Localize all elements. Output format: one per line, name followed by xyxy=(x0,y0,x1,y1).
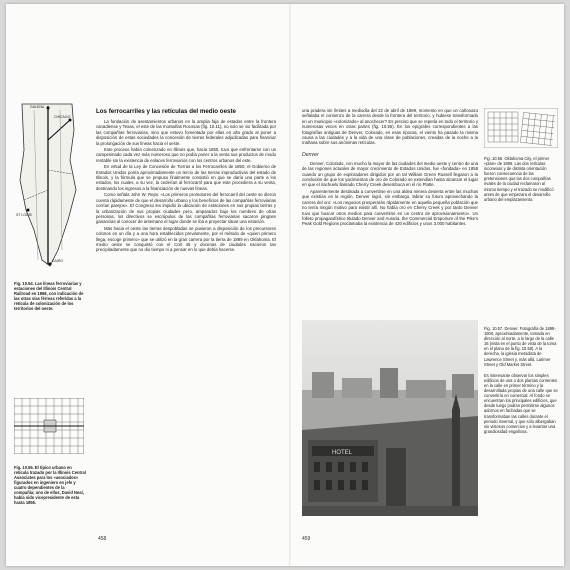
section-heading: Los ferrocarriles y las retículas del medio oeste xyxy=(96,108,236,115)
body-paragraph: Como señala John W. Reps: «Los primeros promotores del ferrocarril del oeste se dieron cuenta rápidamente de que el desarrollo urbano y los beneficios de las compañías ferroviarias corrían parejos». El Congreso les impidió la ubicación de estaciones en sus propias tierras y la urbanización de sus propias ciudades pero, amparados bajo los nombres de otras personas, los directivos se escrúpulos de las compañías ferroviarias sacaron pingües ganancias al conocer de antemano el lugar donde se iba a proyectar situar una estación. xyxy=(96,192,276,225)
map-label: CAIRO xyxy=(52,259,64,263)
denver-photo-caption-wrap xyxy=(484,326,558,434)
map-label: GALENA xyxy=(30,105,45,109)
right-text-column xyxy=(302,108,478,228)
left-figure-column xyxy=(14,100,86,505)
oklahoma-figure-caption: Fig. 10.56. Oklahoma City, el primer «plan» de 1889. Las dos retículas inconexas y de distinta orientación fueron consecuencia de las pretensiones que las dos compañías rivales de la ciudad reclamaron al mismo tiempo y el trazado se modificó antes de que empezara el desarrollo urbano del emplazamiento. xyxy=(484,156,554,202)
oklahoma-plan-figure-wrap xyxy=(484,108,558,202)
map-figure-caption: Fig. 10.54. Las líneas ferroviarias y estaciones del Illinois Central Railroad en 1868, con indicación de las otras vías férreas referidas a la retícula de colonización de los territorios del oeste. xyxy=(14,281,84,312)
body-paragraph: Este proceso había comenzado en Illinois que, hacia 1850, tuvo que enfrentarse con un campesinado cada vez más numeroso que no podía poner a la venta sus productos de modo rentable sin la existencia de enlaces ferroviarios con los centros urbanos del este. xyxy=(96,147,276,163)
page-number-left: 458 xyxy=(98,536,107,542)
denver-street-photo xyxy=(302,320,478,516)
body-paragraph: La fundación de asentamientos urbanos en la amplia faja de estados entre la frontera canadiense y Texas, el este de las montañas Rocosas (fig. 10.11), no solo se vio facilitada por las compañías ferroviarias, sino que estuvo fomentada por ellas en alto grado al poner a disposición de estas sociedades la concesión de tierras federales adjudicadas para financiar la prolongación de sus líneas hacia el oeste. xyxy=(96,119,276,146)
body-paragraph: En virtud de la Ley de Concesión de Tierras a los Ferrocarriles de 1850, el Gobierno de Estados Unidos ponía aproximadamente un tercio de las tierras improductivas del estado de Illinois, y la fórmula que se propuso finalmente consistió en que se daría una parte a los estados, los cuales, a su vez, la cederían al ferrocarril para que este procediera a su venta, destinando los ingresos a la financiación de nuevas líneas. xyxy=(96,164,276,191)
body-paragraph: Más hacia el oeste las tierras despobladas se pusieron a disposición de los precursores colonos en un día y a una hora establecidos previamente, por el método de «quien primero llega, escoge primero» que se utilizó en la gran carrera por la tierra de 1889 en Oklahoma. El medio oeste se conquistó con el Colt 45 y docenas de ciudades nacieron tan precipitadamente que no dio tiempo ni a pensar en lo que debía hacerse. xyxy=(96,225,276,253)
body-paragraph: Aparentemente destinada a convertirse en una aldea minera desierta entre las muchas que existían en la región, Denver logró, sin embargo, labrar su futuro aprovechando la carrera del oro: «Los negocios prosperarán rápidamente en aquella pequeña población que no tenía ningún motivo para existir allí. No había oro en Cherry Creek y por tanto Denver tuvo que buscar otros medios para convertirse en un centro de aprovisionamiento». Un folleto propagandístico titulado Denver and Auraria, the Commercial Emporium of the Pike's Peak Gold Regions proclamaba la existencia de 420 edificios y unos 3.000 habitantes. xyxy=(302,188,478,227)
denver-photo-figure-wrap xyxy=(302,320,478,521)
grid-figure-caption: Fig. 10.55. El típico urbano en retícula trazado por la Illinois Central Associates para los «asociados» figurados en ingeniero en jefe y cuatro dependientes de la compañía; uno de ellos, David Neal, había sido vicepresidente de esta hasta 1855. xyxy=(14,464,86,506)
denver-side-note: Es interesante observar los simples edificios de una o dos plantas corrientes en la calle en primer término y la desarrollada propias de una calle que se convertiría en comercial. Al fondo se encuentran los principales edificios, que desde luego podían permitirse algunos adornos en fachadas que se transformaban las calles durante el periodo invernal, y que sólo albergaban sin vistosos comercios y a levantar una grandiosidad engañosa. xyxy=(484,372,558,434)
map-label: CHICAGO xyxy=(54,115,71,119)
page-number-right: 459 xyxy=(302,536,311,542)
denver-photo-caption: Fig. 10.57. Denver. Fotografía de 1898-1900, aproximadamente, tomada en dirección al norte, a lo largo de la calle 16 (vista en el punto de vista de la toma en el plano de la fig. 10.58). A la derecha, la iglesia metodista de Lawrence Street y, más allá, Larimer Street y Old Market Street. xyxy=(484,326,557,367)
left-text-column xyxy=(96,108,276,254)
subheading: Denver xyxy=(302,151,319,158)
oklahoma-city-plan-figure xyxy=(484,108,558,148)
book-gutter xyxy=(289,4,291,566)
photo-sign-text: HOTEL xyxy=(332,450,353,456)
railroad-map-figure xyxy=(14,100,84,270)
map-label: ST LOUIS xyxy=(16,213,32,217)
body-paragraph: Denver, Colorado, con mucho la mayor de las ciudades del medio oeste y centro de una de las regiones actuales de mayor crecimiento de Estados Unidos, fue «fundada» en 1858 cuando un grupo de exploradores dirigidos por un tal William Green Russell llegaron a la conclusión de que los yacimientos de oro de Colorado se extendían hasta alcanzar el lugar en que el riachuelo llamado Cherry Creek desemboca en el río Platte. xyxy=(302,160,478,188)
book-spread xyxy=(6,4,564,566)
town-grid-plan-figure xyxy=(14,398,84,454)
body-paragraph: una pradera sin límites a mediodía del 22 de abril de 1889, momento en que un cañonazo señalaba el comienzo de la carrera desde la frontera del territorio, y hubiese transformado en un municipio «colonizado» al anochecer? Es preciso que se repetía en todo el territorio y numerosas veces en otras partes (fig. 10.56). En los epígrafes correspondientes a las fotografías antiguas de Denver, Colorado, en esas épocas, el viento ha pasado la misma causa a las ciudades y a la vida de una clase de poblaciones, creadas de la noche a la mañana sobre sus anónimas retículas. xyxy=(302,108,478,146)
